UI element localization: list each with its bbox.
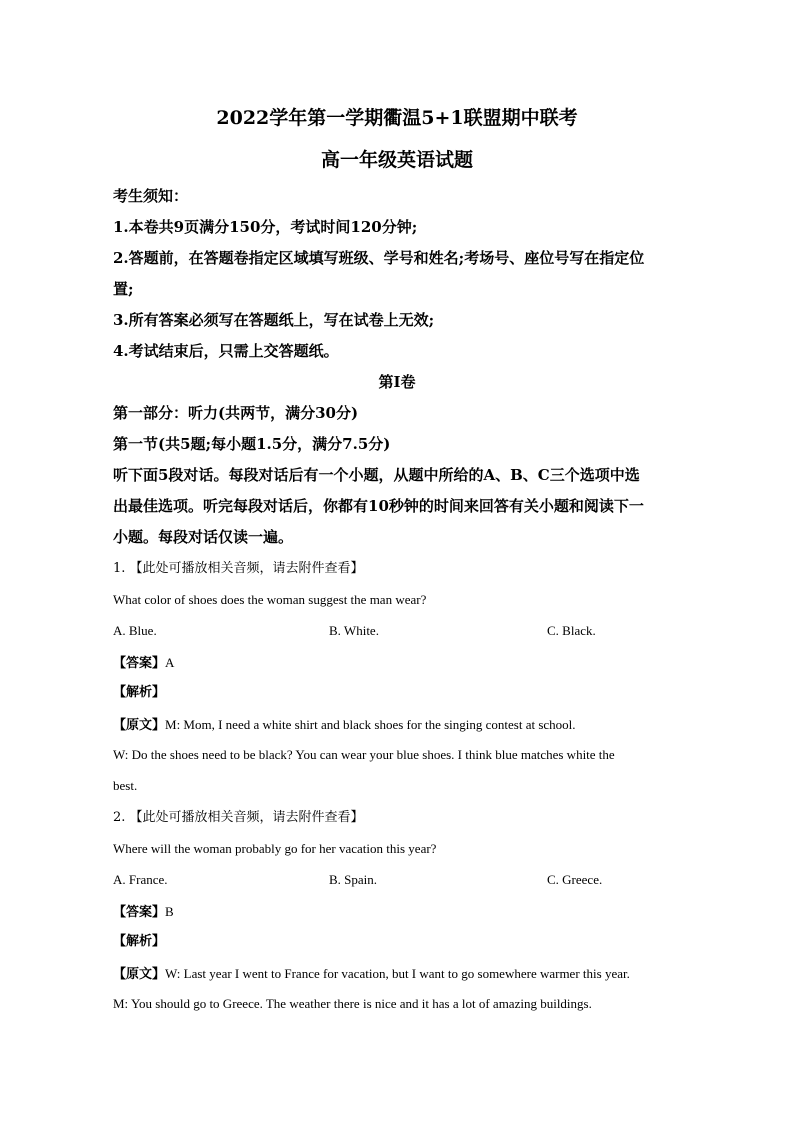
analysis-label: 【解析】 — [113, 685, 166, 700]
audio-placeholder[interactable]: 1. 【此处可播放相关音频，请去附件查看】 — [113, 561, 364, 576]
answer-value: B — [165, 904, 174, 919]
exam-subtitle: 高一年级英语试题 — [320, 149, 473, 171]
volume-heading: 第Ⅰ卷 — [378, 373, 416, 391]
instruction-line: 小题。每段对话仅读一遍。 — [113, 528, 294, 546]
answer-line — [113, 651, 683, 675]
exam-title: 2022学年第一学期衢温5+1联盟期中联考 — [216, 107, 578, 129]
transcript-text: W: Last year I went to France for vacation, but I want to go somewhere warmer this year. — [165, 966, 630, 981]
option-c[interactable]: C. Greece. — [547, 872, 603, 887]
audio-placeholder[interactable]: 2. 【此处可播放相关音频，请去附件查看】 — [113, 810, 364, 825]
section1-title: 第一节(共5题;每小题1.5分，满分7.5分) — [113, 435, 391, 453]
transcript-line: W: Do the shoes need to be black? You can wear your blue shoes. I think blue matches white the — [113, 747, 615, 762]
analysis-label: 【解析】 — [113, 934, 166, 949]
transcript-line — [113, 713, 683, 737]
transcript-line: best. — [113, 778, 138, 793]
question-text: Where will the woman probably go for her vacation this year? — [113, 841, 437, 856]
transcript-text: M: Mom, I need a white shirt and black shoes for the singing contest at school. — [165, 717, 576, 732]
option-b[interactable]: B. Spain. — [329, 872, 378, 887]
notice-item: 1.本卷共9页满分150分，考试时间120分钟; — [113, 218, 418, 236]
option-c[interactable]: C. Black. — [547, 623, 596, 638]
transcript-line — [113, 962, 683, 986]
notice-heading: 考生须知： — [113, 187, 189, 205]
answer-value: A — [165, 655, 175, 670]
option-a[interactable]: A. France. — [113, 872, 168, 887]
notice-item: 3.所有答案必须写在答题纸上，写在试卷上无效; — [113, 311, 435, 329]
part1-title: 第一部分：听力(共两节，满分30分) — [113, 404, 359, 422]
answer-label: 【答案】 — [113, 656, 166, 671]
instruction-line: 出最佳选项。听完每段对话后，你都有10秒钟的时间来回答有关小题和阅读下一 — [113, 497, 644, 515]
option-a[interactable]: A. Blue. — [113, 623, 157, 638]
answer-label: 【答案】 — [113, 905, 166, 920]
option-b[interactable]: B. White. — [329, 623, 379, 638]
transcript-line: M: You should go to Greece. The weather there is nice and it has a lot of amazing buildings. — [113, 996, 592, 1011]
notice-item: 2.答题前，在答题卷指定区域填写班级、学号和姓名;考场号、座位号写在指定位 — [113, 249, 645, 267]
question-text: What color of shoes does the woman suggest the man wear? — [113, 592, 427, 607]
answer-line — [113, 900, 683, 924]
notice-item: 4.考试结束后，只需上交答题纸。 — [113, 342, 339, 360]
original-label: 【原文】 — [113, 718, 166, 733]
instruction-line: 听下面5段对话。每段对话后有一个小题，从题中所给的A、B、C三个选项中选 — [113, 466, 640, 484]
notice-item: 置; — [113, 280, 134, 298]
original-label: 【原文】 — [113, 967, 166, 982]
